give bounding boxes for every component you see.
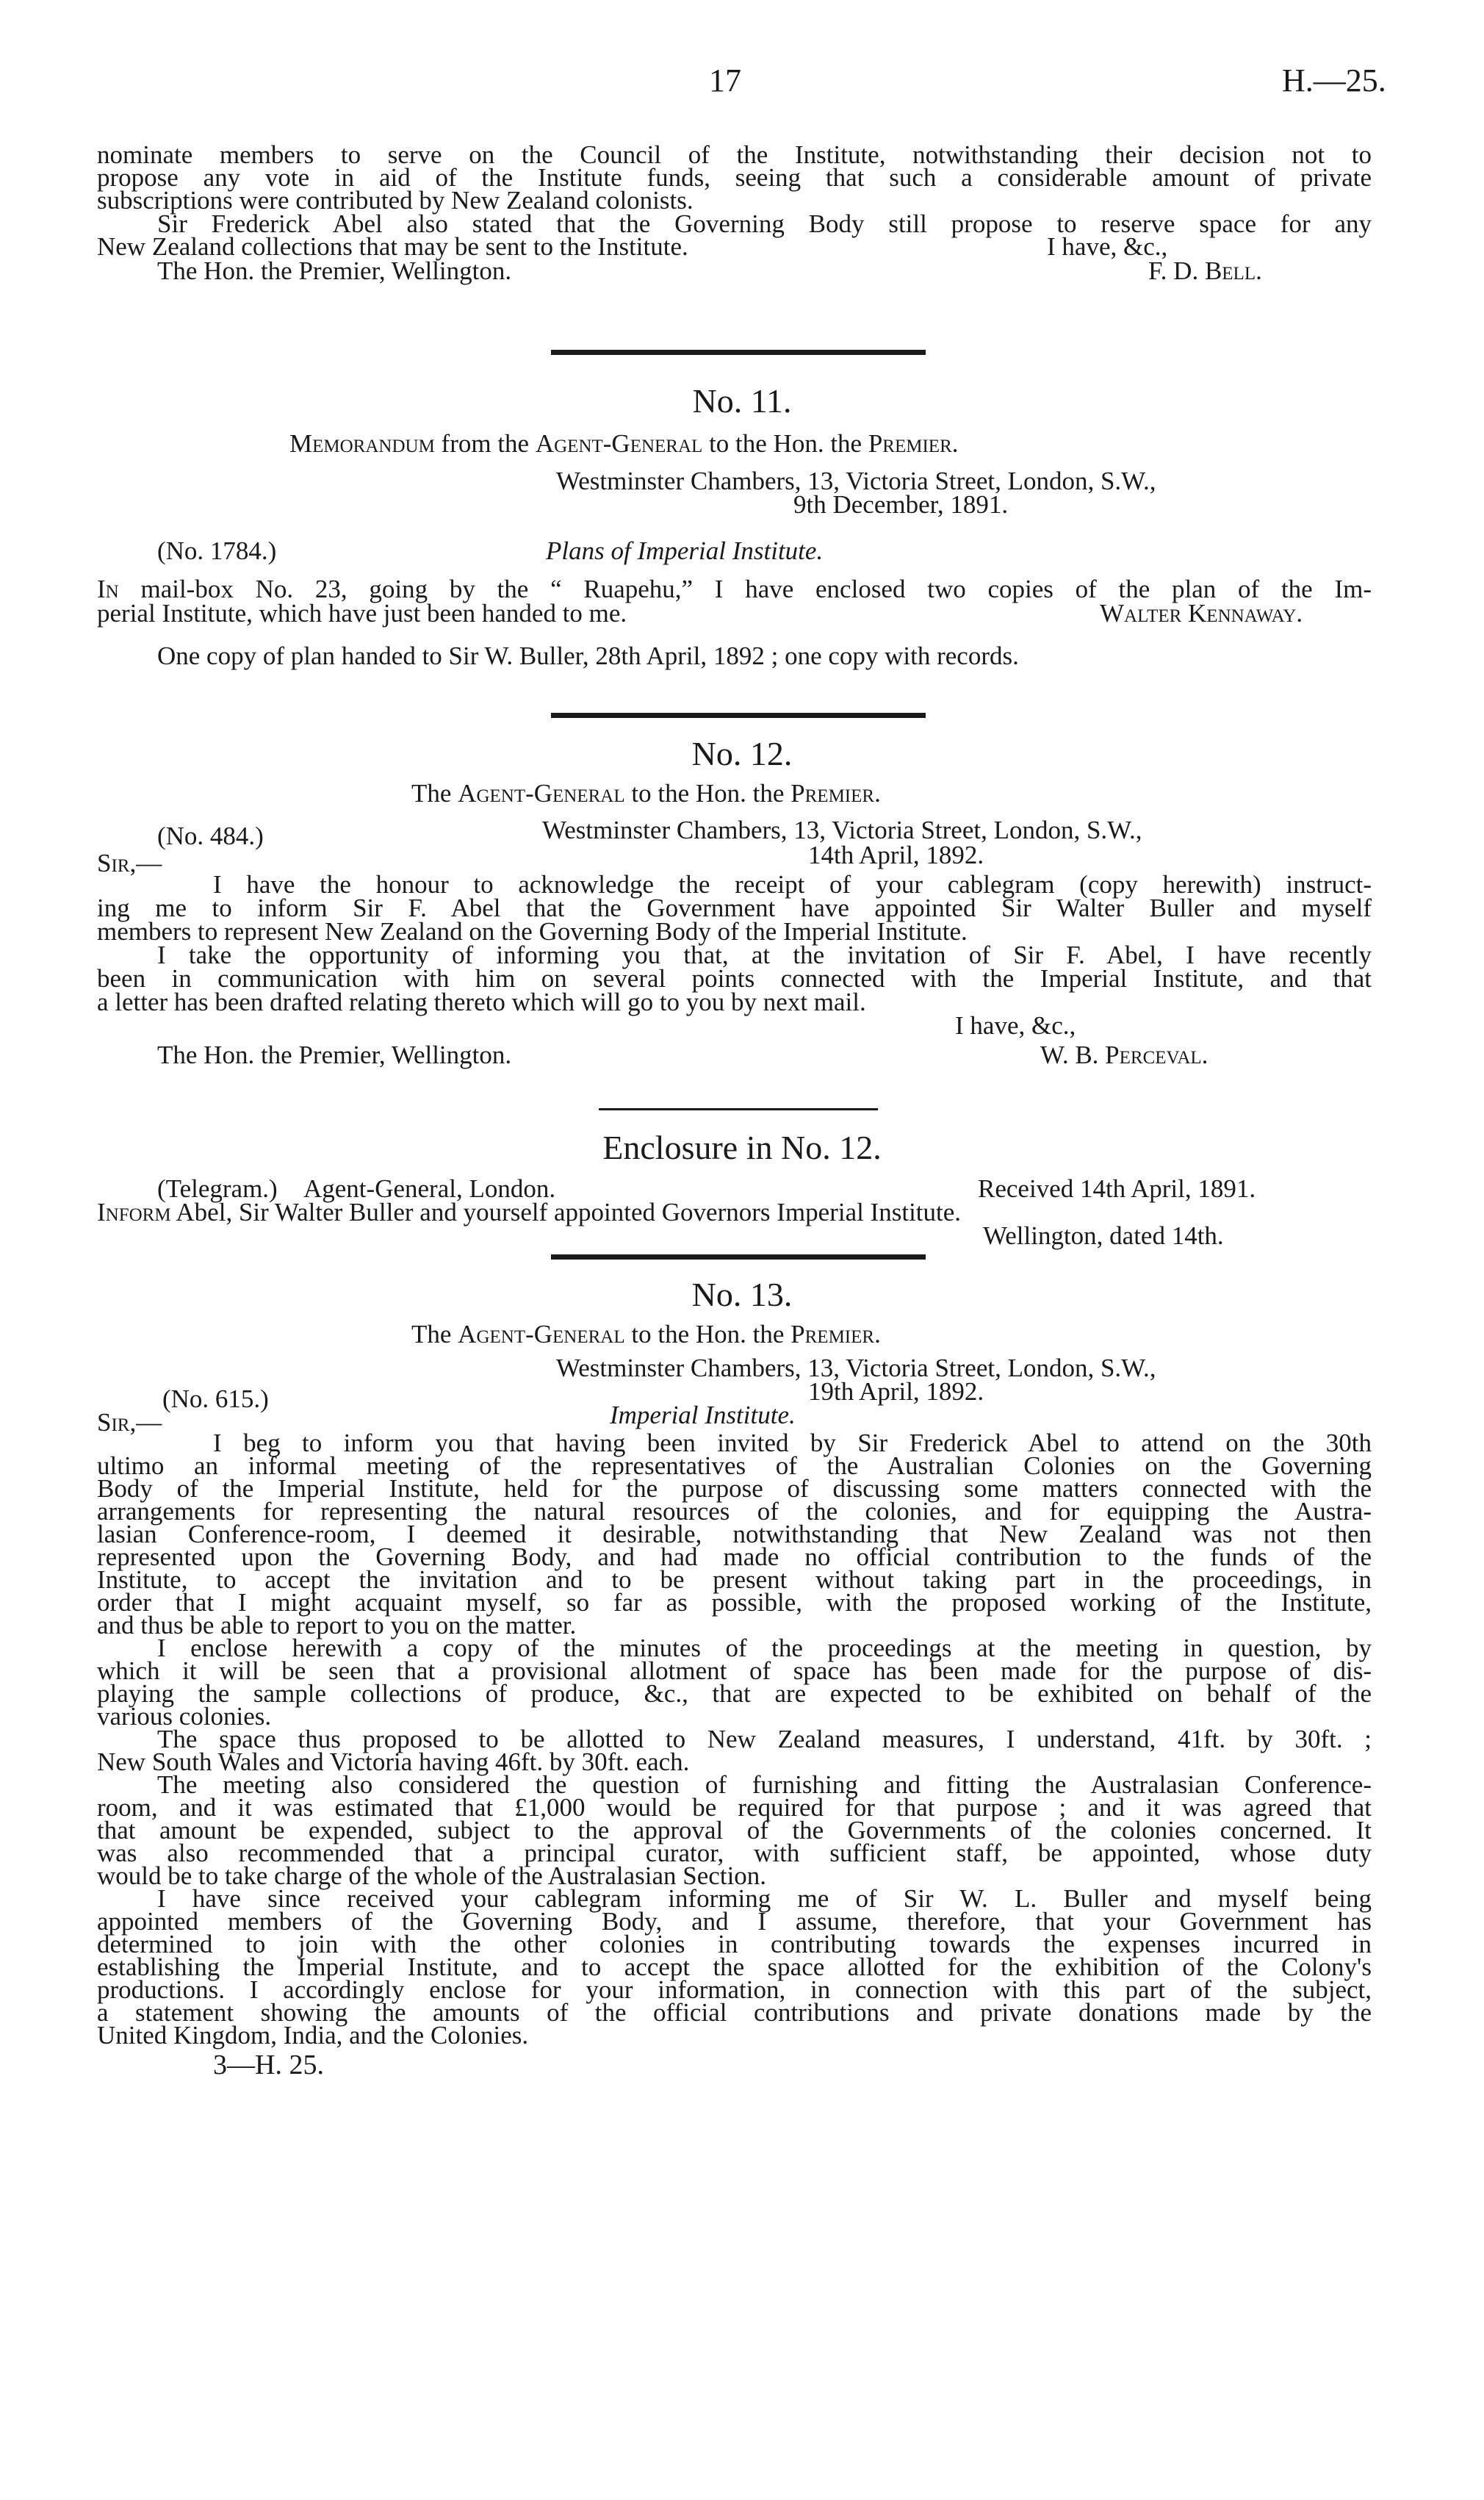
no13-reference: (No. 615.) [162,1384,269,1413]
agent-general-label: Agent-General [535,429,703,458]
subtitle-the: The [411,1320,452,1348]
no13-body-line: playing the sample collections of produce, &c., that are expected to be exhibited on behalf of the [97,1679,1372,1708]
no11-heading: No. 11. [692,382,792,420]
enclosure12-telegram-label: (Telegram.) [157,1174,278,1203]
no11-body-line-2: perial Institute, which have just been handed to me. [97,599,627,628]
no13-body-line: room, and it was estimated that £1,000 would be required for that purpose ; and it was agreed that [97,1793,1372,1822]
no12-body-line: been in communication with him on several points connected with the Imperial Institute, and that [97,964,1372,993]
no12-reference: (No. 484.) [157,822,264,850]
premier-label: Premier. [790,779,881,808]
no13-body-line: and thus be able to report to you on the matter. [97,1611,577,1639]
memorandum-label: Memorandum [289,429,435,458]
intro-addressee: The Hon. the Premier, Wellington. [157,256,512,285]
intro-p2-line-2: New Zealand collections that may be sent to the Institute. [97,232,688,261]
no13-body-line: United Kingdom, India, and the Colonies. [97,2021,529,2050]
no11-reference: (No. 1784.) [157,536,277,565]
no11-signature: Walter Kennaway. [1100,599,1303,628]
no13-body-line: establishing the Imperial Institute, and to accept the space allotted for the exhibition of the Colony's [97,1953,1372,1981]
subtitle-the: The [411,779,452,808]
no13-body-line: a statement showing the amounts of the official contributions and private donations made by the [97,1998,1372,2027]
no13-subtitle [411,1320,881,1349]
no11-address-line-1: Westminster Chambers, 13, Victoria Street, London, S.W., [556,467,1156,495]
no12-address-line-2: 14th April, 1892. [808,841,984,869]
no13-body-line: lasian Conference-room, I deemed it desirable, notwithstanding that New Zealand was not then [97,1520,1372,1548]
no13-body-line: was also recommended that a principal curator, with sufficient staff, be appointed, whose duty [97,1839,1372,1867]
no12-address-line-1: Westminster Chambers, 13, Victoria Street, London, S.W., [542,816,1142,844]
enclosure12-from: Agent-General, London. [303,1174,556,1203]
no11-address-line-2: 9th December, 1891. [793,490,1009,519]
no11-subtitle [289,429,959,459]
document-reference: H.—25. [1282,62,1386,98]
no13-body-line: I have since received your cablegram informing me of Sir W. L. Buller and myself being [157,1884,1372,1913]
enclosure12-heading: Enclosure in No. 12. [602,1129,882,1166]
no13-body-line: I beg to inform you that having been invited by Sir Frederick Abel to attend on the 30th [213,1429,1372,1457]
no13-body-line: The space thus proposed to be allotted to New Zealand measures, I understand, 41ft. by 30ft. ; [157,1725,1372,1753]
intro-signature: F. D. Bell. [1148,256,1262,285]
intro-line-3: subscriptions were contributed by New Zealand colonists. [97,186,694,215]
no13-body-line: various colonies. [97,1702,272,1731]
page-number: 17 [709,62,741,98]
no12-body-line: I take the opportunity of informing you that, at the invitation of Sir F. Abel, I have recently [157,941,1372,969]
enclosure12-body-text: Abel, Sir Walter Buller and yourself appointed Governors Imperial Institute. [176,1198,962,1226]
no12-body-line: I have the honour to acknowledge the receipt of your cablegram (copy herewith) instruct- [213,870,1372,899]
no12-salutation: Sir,— [97,849,162,877]
no12-heading: No. 12. [691,735,793,772]
enclosure12-received: Received 14th April, 1891. [978,1174,1256,1203]
subtitle-from: from the [441,429,530,458]
no13-body-line: determined to join with the other colonies in contributing towards the expenses incurred in [97,1930,1372,1958]
no11-body-text-1: mail-box No. 23, going by the “ Ruapehu,” I have enclosed two copies of the plan of the Im- [140,575,1372,603]
no13-body-line: Institute, to accept the invitation and to be present without taking part in the proceedings, in [97,1565,1372,1594]
premier-label: Premier. [790,1320,881,1348]
no13-body-line: order that I might acquaint myself, so far as possible, with the proposed working of the Institute, [97,1588,1372,1617]
subtitle-to: to the Hon. the [631,1320,785,1348]
intro-line-2: propose any vote in aid of the Institute funds, seeing that such a considerable amount of private [97,163,1372,192]
intro-line-1: nominate members to serve on the Council of the Institute, notwithstanding their decision not to [97,140,1372,169]
no13-heading: No. 13. [691,1276,793,1313]
premier-label: Premier. [868,429,959,458]
section-divider [551,350,926,355]
no13-body-line: The meeting also considered the question of furnishing and fitting the Australasian Conference- [157,1770,1372,1799]
no13-salutation: Sir,— [97,1408,162,1437]
no13-topic: Imperial Institute. [610,1401,796,1429]
no13-body-line: represented upon the Governing Body, and had made no official contribution to the funds of the [97,1542,1372,1571]
no13-body-line: which it will be seen that a provisional allotment of space has been made for the purpose of dis- [97,1656,1372,1685]
no13-address-line-2: 19th April, 1892. [808,1377,984,1406]
subtitle-to: to the Hon. the [709,429,862,458]
no13-body-line: that amount be expended, subject to the approval of the Governments of the colonies concerned. It [97,1816,1372,1845]
agent-general-label: Agent-General [458,1320,625,1348]
no13-address-line-1: Westminster Chambers, 13, Victoria Street, London, S.W., [556,1354,1156,1382]
no11-note: One copy of plan handed to Sir W. Buller, 28th April, 1892 ; one copy with records. [157,642,1019,670]
no12-body-line: a letter has been drafted relating thereto which will go to you by next mail. [97,988,866,1016]
section-divider [551,1254,926,1260]
no12-closing: I have, &c., [955,1011,1076,1040]
no12-addressee: The Hon. the Premier, Wellington. [157,1041,512,1069]
intro-closing: I have, &c., [1047,232,1168,261]
footer-signature-mark: 3—H. 25. [213,2050,324,2080]
no13-body-line: would be to take charge of the whole of the Australasian Section. [97,1861,767,1890]
subtitle-to: to the Hon. the [631,779,785,808]
enclosure12-body-lead: Inform [97,1198,171,1226]
no13-body-line: I enclose herewith a copy of the minutes of the proceedings at the meeting in question, by [157,1634,1372,1662]
agent-general-label: Agent-General [458,779,625,808]
no13-body-line: Body of the Imperial Institute, held for the purpose of discussing some matters connected with the [97,1474,1372,1503]
enclosure12-sent: Wellington, dated 14th. [983,1221,1224,1250]
enclosure12-body [97,1198,961,1227]
section-divider [551,713,926,718]
no13-body-line: New South Wales and Victoria having 46ft. by 30ft. each. [97,1748,690,1776]
intro-p2-line-1: Sir Frederick Abel also stated that the Governing Body still propose to reserve space for any [157,209,1372,238]
no13-body-line: productions. I accordingly enclose for your information, in connection with this part of the subject, [97,1975,1372,2004]
no12-body-line: members to represent New Zealand on the Governing Body of the Imperial Institute. [97,917,968,946]
no12-signature: W. B. Perceval. [1040,1041,1209,1069]
enclosure-divider [599,1108,878,1110]
no11-topic: Plans of Imperial Institute. [546,536,824,565]
no11-body-lead: In [97,575,119,603]
no13-body-line: appointed members of the Governing Body, and I assume, therefore, that your Government has [97,1907,1372,1936]
no13-body-line: ultimo an informal meeting of the representatives of the Australian Colonies on the Governing [97,1451,1372,1480]
no12-body-line: ing me to inform Sir F. Abel that the Government have appointed Sir Walter Buller and myself [97,894,1372,922]
no12-subtitle [411,779,881,808]
no13-body-line: arrangements for representing the natural resources of the colonies, and for equipping the Austra- [97,1497,1372,1526]
